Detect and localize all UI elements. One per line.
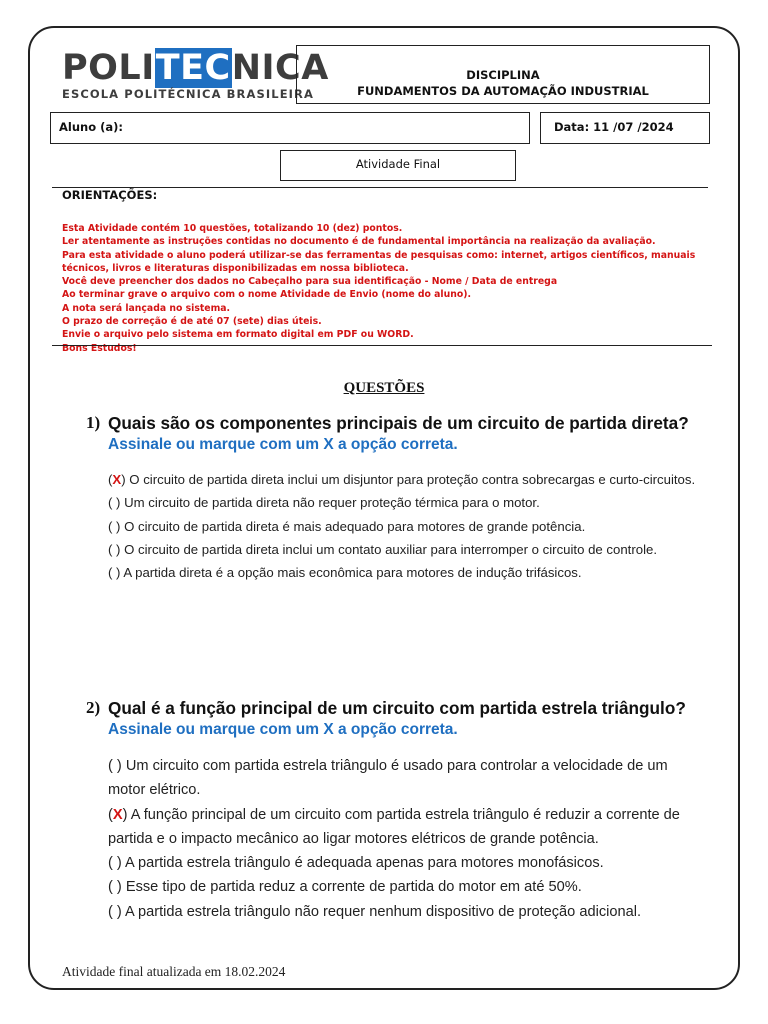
orientation-item: Para esta atividade o aluno poderá utilizar-se das ferramentas de pesquisas como: internet, artigos científicos, manuais técnicos, livros e literaturas disponibilizadas em nossa biblioteca. [62,249,696,274]
option-checkbox[interactable]: ( ) [108,879,122,896]
answer-option[interactable] [108,468,696,491]
question-1 [86,412,696,584]
question-instruction: Assinale ou marque com um X a opção correta. [108,436,458,453]
option-text: A função principal de um circuito com partida estrela triângulo é reduzir a corrente de partida e o impacto mecânico ao ligar motores elétricos de grande potência. [108,806,680,847]
option-checkbox[interactable]: (X) [108,472,126,487]
answer-option[interactable] [108,803,696,852]
question-number: 1) [86,413,101,432]
orientation-item: O prazo de correção é de até 07 (sete) dias úteis. [62,316,322,328]
options-list [86,468,696,584]
question-text: Quais são os componentes principais de um circuito de partida direta? [108,413,689,433]
answer-option[interactable] [108,561,696,584]
option-checkbox[interactable]: ( ) [108,495,121,511]
answer-option[interactable] [108,491,696,514]
orientation-item: Você deve preencher dos dados no Cabeçalho para sua identificação - Nome / Data de entrega [62,276,558,288]
discipline-box [296,45,710,104]
question-text: Qual é a função principal de um circuito com partida estrela triângulo? [108,698,686,718]
answer-option[interactable] [108,538,696,561]
orientation-item: Esta Atividade contém 10 questões, totalizando 10 (dez) pontos. [62,223,403,234]
discipline-name: FUNDAMENTOS DA AUTOMAÇÃO INDUSTRIAL [357,84,649,98]
discipline-label: DISCIPLINA [466,68,540,82]
answer-option[interactable] [108,851,696,875]
question-instruction: Assinale ou marque com um X a opção correta. [108,721,458,738]
question-2 [86,697,696,924]
option-text: A partida direta é a opção mais econômica para motores de indução trifásicos. [120,565,582,581]
question-number: 2) [86,698,101,717]
orientation-item: Ler atentamente as instruções contidas no documento é de fundamental importância na realização da avaliação. [62,236,656,248]
orientation-item: A nota será lançada no sistema. [62,302,231,314]
option-text: Um circuito com partida estrela triângulo é usado para controlar a velocidade de um motor elétrico. [108,758,668,799]
option-text: O circuito de partida direta inclui um contato auxiliar para interromper o circuito de controle. [120,541,658,557]
option-text: Um circuito de partida direta não requer proteção térmica para o motor. [120,495,540,511]
question-heading [86,412,696,434]
options-list [86,754,696,924]
option-text: O circuito de partida direta é mais adequado para motores de grande potência. [120,518,586,534]
option-checkbox[interactable]: ( ) [108,518,121,534]
divider-bottom [52,345,712,346]
section-title: QUESTÕES [343,380,425,396]
option-checkbox[interactable]: ( ) [108,565,121,581]
student-field[interactable] [50,112,530,144]
option-checkbox[interactable]: ( ) [108,541,121,557]
answer-option[interactable] [108,515,696,538]
option-text: A partida estrela triângulo não requer nenhum dispositivo de proteção adicional. [121,903,642,920]
activity-title-box [280,150,516,181]
student-label: Aluno (a): [59,120,123,134]
answer-option[interactable] [108,900,696,924]
answer-option[interactable] [108,875,696,899]
school-logo [62,48,329,102]
orientation-item: Ao terminar grave o arquivo com o nome Atividade de Envio (nome do aluno). [62,289,472,301]
activity-title: Atividade Final [355,157,441,171]
logo-subtitle: ESCOLA POLITÉCNICA BRASILEIRA [62,87,314,101]
option-checkbox[interactable]: ( ) [108,855,122,872]
orientations-title: ORIENTAÇÕES: [62,188,158,202]
orientation-item: Envie o arquivo pelo sistema em formato digital em PDF ou WORD. [62,329,414,341]
option-text: Esse tipo de partida reduz a corrente de partida do motor em até 50%. [121,879,582,896]
date-field[interactable] [540,112,710,144]
footer-note: Atividade final atualizada em 18.02.2024 [62,964,286,979]
option-text: O circuito de partida direta inclui um disjuntor para proteção contra sobrecargas e curto-circuitos. [125,472,696,487]
option-checkbox[interactable]: ( ) [108,903,122,920]
option-text: A partida estrela triângulo é adequada apenas para motores monofásicos. [121,855,604,872]
option-checkbox[interactable]: (X) [108,806,128,823]
question-heading [86,697,696,719]
date-label: Data: 11 /07 /2024 [554,120,674,134]
option-checkbox[interactable]: ( ) [108,758,122,774]
logo-wordmark: POLITECNICA [62,48,329,88]
orientation-item: Bons Estudos! [62,342,137,354]
answer-option[interactable] [108,754,696,803]
orientations-list [62,222,702,355]
